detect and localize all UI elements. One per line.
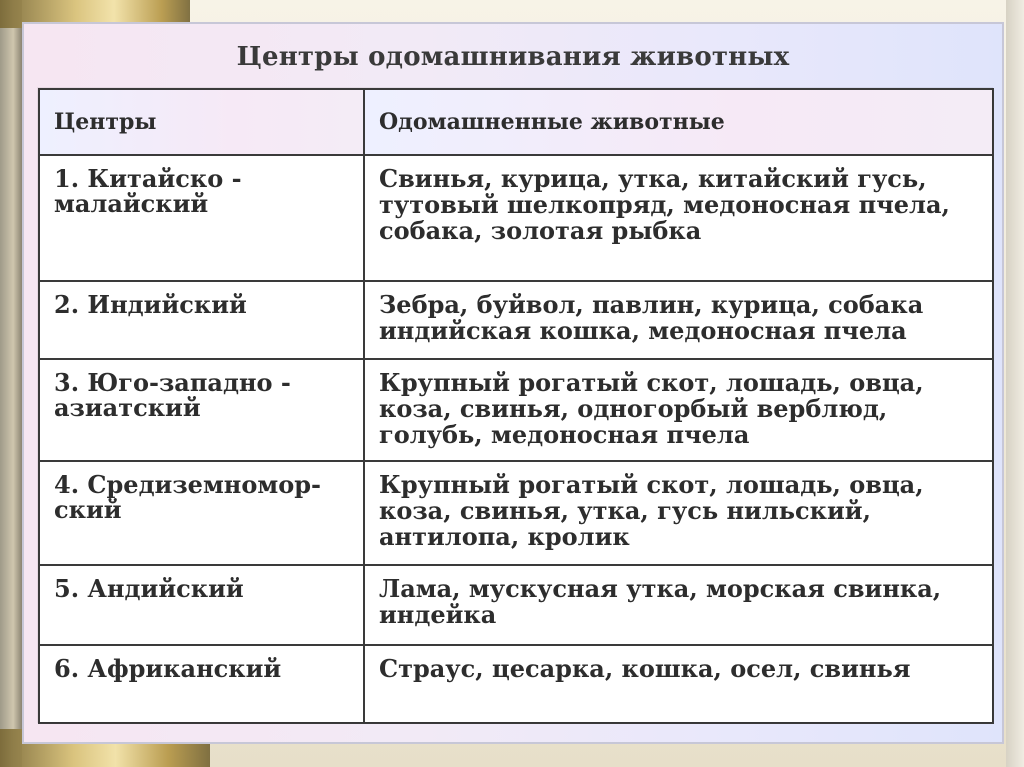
animals-cell: Крупный рогатый скот, лошадь, овца, коза, свинья, утка, гусь нильский, антилопа, кролик <box>364 461 993 565</box>
table-row <box>39 645 993 723</box>
table-row <box>39 359 993 461</box>
animals-cell: Страус, цесарка, кошка, осел, свинья <box>364 645 993 723</box>
center-cell: 6. Африканский <box>39 645 364 723</box>
slide-title: Центры одомашнивания животных <box>236 42 790 72</box>
table-row <box>39 281 993 359</box>
column-header-centers: Центры <box>39 89 364 155</box>
animals-cell: Зебра, буйвол, павлин, курица, собака индийская кошка, медоносная пчела <box>364 281 993 359</box>
animals-cell: Свинья, курица, утка, китайский гусь, тутовый шелкопряд, медоносная пчела, собака, золотая рыбка <box>364 155 993 281</box>
animals-cell: Крупный рогатый скот, лошадь, овца, коза, свинья, одногорбый верблюд, голубь, медоносная пчела <box>364 359 993 461</box>
slide-panel <box>22 22 1004 744</box>
center-cell: 5. Андийский <box>39 565 364 645</box>
table-row <box>39 565 993 645</box>
center-cell: 4. Средиземномор- ский <box>39 461 364 565</box>
animals-cell: Лама, мускусная утка, морская свинка, индейка <box>364 565 993 645</box>
frame-left-decoration <box>0 0 22 767</box>
domestication-centers-table <box>38 88 994 724</box>
center-cell: 2. Индийский <box>39 281 364 359</box>
table-row <box>39 155 993 281</box>
table-header-row <box>39 89 993 155</box>
frame-right-decoration <box>1006 0 1024 767</box>
center-cell: 3. Юго-западно - азиатский <box>39 359 364 461</box>
center-cell: 1. Китайско - малайский <box>39 155 364 281</box>
column-header-animals: Одомашненные животные <box>364 89 993 155</box>
table-row <box>39 461 993 565</box>
